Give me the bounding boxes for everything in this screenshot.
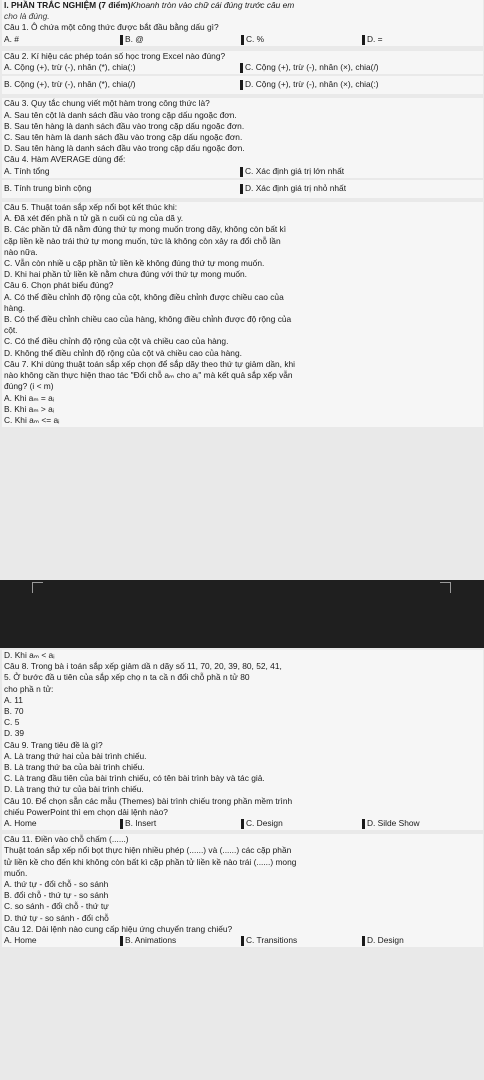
q1-option-a[interactable]: A. # <box>4 33 19 44</box>
q7-option-c[interactable]: C. Khi aₘ <= aᵢ <box>4 414 60 425</box>
question-7-title-cont2: đúng? (i < m) <box>4 381 54 392</box>
q10-option-c[interactable]: C. Design <box>241 818 362 829</box>
q5-option-b-cont2: nào nữa. <box>4 246 38 257</box>
q5-option-d[interactable]: D. Khi hai phần tử liền kề nằm chưa đúng với thứ tự mong muốn. <box>4 269 248 280</box>
question-3-title: Câu 3. Quy tắc chung viết một hàm trong công thức là? <box>4 98 210 109</box>
q12-option-a[interactable]: A. Home <box>4 935 37 946</box>
q4-option-a[interactable]: A. Tính tổng <box>4 165 50 176</box>
q5-option-b[interactable]: B. Các phần tử đã nằm đúng thứ tự mong muốn trong dãy, không còn bất kì <box>4 224 287 235</box>
q1-option-b[interactable]: B. @ <box>120 34 241 45</box>
question-3 <box>2 98 483 177</box>
q2-option-d[interactable]: D. Cộng (+), trừ (-), nhân (×), chia(:) <box>240 79 481 90</box>
q4-option-d[interactable]: D. Xác định giá trị nhỏ nhất <box>240 183 481 194</box>
q10-option-d[interactable]: D. Silde Show <box>362 818 481 829</box>
q4-option-c[interactable]: C. Xác định giá trị lớn nhất <box>240 166 481 177</box>
question-9-title: Câu 9. Trang tiêu đề là gì? <box>4 739 103 750</box>
q7-option-b[interactable]: B. Khi aₘ > aᵢ <box>4 403 55 414</box>
q12-option-b[interactable]: B. Animations <box>120 935 241 946</box>
question-11-text-cont: tử liền kề cho đến khi không còn bất kì cặp phần tử liền kề nào trái (......) mong <box>4 856 297 867</box>
question-5-title: Câu 5. Thuật toán sắp xếp nổi bọt kết thúc khi: <box>4 202 178 213</box>
q9-option-d[interactable]: D. Là trang thứ tư của bài trình chiếu. <box>4 784 144 795</box>
question-6-title: Câu 6. Chọn phát biểu đúng? <box>4 280 114 291</box>
q2-option-c[interactable]: C. Cộng (+), trừ (-), nhân (×), chia(/) <box>240 62 481 73</box>
q6-option-a[interactable]: A. Có thể điều chỉnh độ rộng của cột, không điều chỉnh được chiều cao của <box>4 291 284 302</box>
question-8-title-cont2: cho phầ n tử: <box>4 683 54 694</box>
question-12-options <box>4 935 481 946</box>
q8-option-b[interactable]: B. 70 <box>4 706 24 717</box>
q2-option-a[interactable]: A. Cộng (+), trừ (-), nhân (*), chia(:) <box>4 62 136 73</box>
q6-option-b[interactable]: B. Có thể điều chỉnh chiều cao của hàng, không điều chỉnh được độ rộng của <box>4 314 292 325</box>
section-title: I. PHẦN TRẮC NGHIỆM (7 điểm) <box>4 0 131 10</box>
question-11-text: Thuật toán sắp xếp nổi bọt thực hiện nhiều phép (......) và (......) các cặp phần <box>4 845 292 856</box>
q1-option-d[interactable]: D. = <box>362 34 481 45</box>
question-11-title: Câu 11. Điền vào chỗ chấm (......) <box>4 834 129 845</box>
q5-option-a[interactable]: A. Đã xét đến phầ n tử gầ n cuối cù ng của dã y. <box>4 213 184 224</box>
q11-option-d[interactable]: D. thứ tự - so sánh - đổi chỗ <box>4 912 109 923</box>
q9-option-c[interactable]: C. Là trang đầu tiên của bài trình chiếu, có tên bài trình bày và tác giả. <box>4 773 265 784</box>
question-7-title: Câu 7. Khi dùng thuật toán sắp xếp chọn để sắp dãy theo thứ tự giảm dần, khi <box>4 358 296 369</box>
question-11 <box>2 834 483 947</box>
q6-option-a-cont: hàng. <box>4 302 25 313</box>
question-12-title: Câu 12. Dải lệnh nào cung cấp hiệu ứng chuyển trang chiếu? <box>4 923 233 934</box>
q6-option-c[interactable]: C. Có thể điều chỉnh độ rộng của cột và chiều cao của hàng. <box>4 336 229 347</box>
q9-option-a[interactable]: A. Là trang thứ hai của bài trình chiếu. <box>4 750 147 761</box>
question-11-text-cont2: muốn. <box>4 867 28 878</box>
section-instruction: Khoanh tròn vào chữ cái đúng trước câu em <box>130 0 295 10</box>
q12-option-c[interactable]: C. Transitions <box>241 935 362 946</box>
q1-option-c[interactable]: C. % <box>241 34 362 45</box>
question-4-title: Câu 4. Hàm AVERAGE dùng để: <box>4 154 126 165</box>
question-8 <box>2 650 483 830</box>
question-5 <box>2 202 483 427</box>
q10-option-b[interactable]: B. Insert <box>120 818 241 829</box>
q6-option-d[interactable]: D. Không thể điều chỉnh độ rộng của cột và chiều cao của hàng. <box>4 347 242 358</box>
q7-option-a[interactable]: A. Khi aₘ = aᵢ <box>4 392 55 403</box>
question-8-title-cont: 5. Ở bước đầ u tiên của sắp xếp chọ n ta cầ n đổi chỗ phầ n tử 80 <box>4 672 250 683</box>
q8-option-a[interactable]: A. 11 <box>4 694 23 705</box>
question-1-title: Câu 1. Ô chứa một công thức được bắt đầu bằng dấu gì? <box>4 22 219 33</box>
q11-option-a[interactable]: A. thứ tự - đổi chỗ - so sánh <box>4 879 109 890</box>
question-1-options <box>4 34 481 45</box>
question-8-title: Câu 8. Trong bà i toán sắp xếp giảm dầ n dãy số 11, 70, 20, 39, 80, 52, 41, <box>4 661 282 672</box>
q2-option-b[interactable]: B. Cộng (+), trừ (-), nhân (*), chia(/) <box>4 79 136 90</box>
question-2-title: Câu 2. Kí hiệu các phép toán số học trong Excel nào đúng? <box>4 50 226 61</box>
q8-option-c[interactable]: C. 5 <box>4 717 20 728</box>
q3-option-c[interactable]: C. Sau tên hàm là danh sách đầu vào trong cặp dấu ngoặc đơn. <box>4 132 243 143</box>
page-corner-left <box>32 582 43 593</box>
question-4-cont <box>2 180 483 198</box>
question-2-cont <box>2 76 483 94</box>
q11-option-c[interactable]: C. so sánh - đổi chỗ - thứ tự <box>4 901 109 912</box>
q3-option-a[interactable]: A. Sau tên cột là danh sách đầu vào trong cặp dấu ngoặc đơn. <box>4 109 237 120</box>
q8-option-d[interactable]: D. 39 <box>4 728 25 739</box>
question-10-title: Câu 10. Để chọn sẵn các mẫu (Themes) bài trình chiếu trong phần mềm trình <box>4 795 293 806</box>
question-10-options <box>4 818 481 829</box>
q7-option-d[interactable]: D. Khi aₘ < aᵢ <box>4 650 55 660</box>
question-10-title-cont: chiếu PowerPoint thì em chọn dải lệnh nào? <box>4 806 168 817</box>
q5-option-b-cont: cặp liền kề nào trái thứ tự mong muốn, tức là không còn xảy ra đổi chỗ lần <box>4 235 281 246</box>
q6-option-b-cont: cột. <box>4 325 18 336</box>
question-2 <box>2 51 483 74</box>
document-page-2 <box>0 648 484 1080</box>
q12-option-d[interactable]: D. Design <box>362 935 481 946</box>
question-7-title-cont: nào không cần thực hiện thao tác "Đổi chỗ aₘ cho aᵢ" mà kết quả sắp xếp vẫn <box>4 370 293 381</box>
q10-option-a[interactable]: A. Home <box>4 818 37 829</box>
q4-option-b[interactable]: B. Tính trung bình cộng <box>4 182 92 193</box>
section-instruction-cont: cho là đúng. <box>4 11 50 22</box>
q3-option-b[interactable]: B. Sau tên hàng là danh sách đầu vào trong cặp dấu ngoặc đơn. <box>4 120 245 131</box>
section-header <box>2 0 483 46</box>
page-corner-right <box>440 582 451 593</box>
q9-option-b[interactable]: B. Là trang thứ ba của bài trình chiếu. <box>4 762 145 773</box>
q5-option-c[interactable]: C. Vẫn còn nhiề u cặp phần tử liền kề không đúng thứ tự mong muốn. <box>4 258 265 269</box>
q3-option-d[interactable]: D. Sau tên hàng là danh sách đầu vào trong cặp dấu ngoặc đơn. <box>4 143 245 154</box>
q11-option-b[interactable]: B. đổi chỗ - thứ tự - so sánh <box>4 890 109 901</box>
